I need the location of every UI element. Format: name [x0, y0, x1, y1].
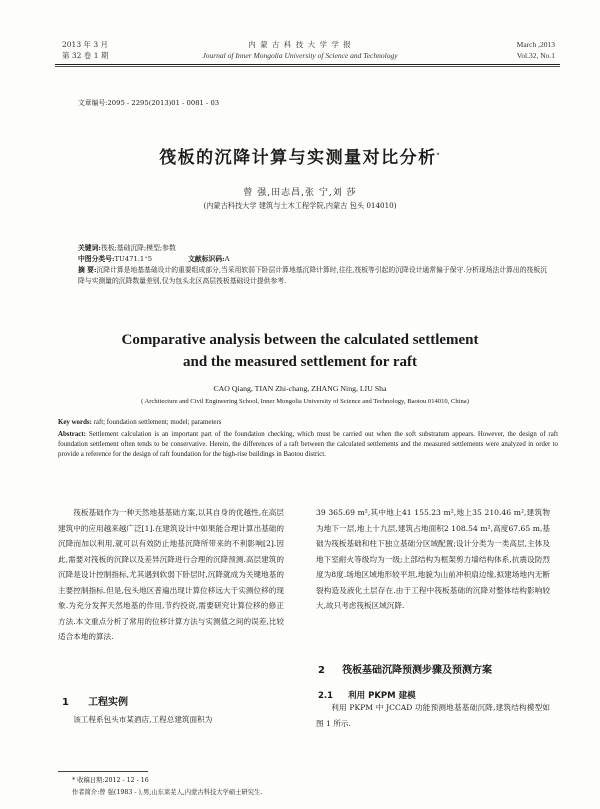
body-paragraph: 该工程系包头市某酒店,工程总建筑面积为: [73, 715, 213, 724]
title-cn: [60, 143, 540, 168]
header-journal-en: Journal of Inner Mongolia University of Science and Technology: [202, 51, 398, 60]
header-rule-thin: [55, 66, 560, 67]
header-month-en: March ,2013: [516, 40, 555, 49]
title-en-line2: and the measured settlement for raft: [183, 354, 417, 370]
body-left-column: [58, 505, 284, 645]
section-2-title: 筏板基础沉降预测步骤及预测方案: [342, 665, 493, 676]
keywords-cn: [78, 243, 548, 254]
article-number: 文章编号:2095 - 2295(2013)01 - 0081 - 03: [78, 99, 220, 107]
subsection-2-1-number: 2.1: [318, 691, 334, 701]
abstract-cn-label: 摘 要:: [78, 266, 97, 274]
section-2-number: 2: [318, 665, 325, 676]
header-vol-en: Vol.32, No.1: [516, 51, 555, 60]
body-right-tail: [316, 700, 550, 731]
header-rule: [55, 64, 560, 65]
section-1-heading: [62, 690, 128, 709]
doc-code-label: 文献标识码:: [188, 255, 225, 263]
affiliation-cn: (内蒙古科技大学 建筑与土木工程学院,内蒙古 包头 014010): [203, 201, 397, 210]
title-footnote-mark: *: [436, 152, 441, 159]
header-date: 2013 年 3 月: [62, 40, 109, 49]
section-1-title: 工程实例: [88, 697, 129, 708]
keywords-cn-label: 关键词:: [78, 244, 101, 252]
authors-cn: 曾 强,田志昌,张 宁,刘 莎: [243, 188, 357, 198]
subsection-2-1-title: 利用 PKPM 建模: [348, 691, 416, 701]
body-paragraph: 筏板基础作为一种天然地基基础方案,以其自身的优越性,在高层建筑中的应用越来越广泛[1].在建筑设计中如果能合理计算出基础的沉降而加以利用,就可以有效防止地基沉降所带来的不利影响[2].因此,需要对筏板的沉降以及差异沉降进行合理的沉降预测.高层建筑的沉降是设计控制指标,尤其遇到软弱下卧层时,沉降就成为关键地基的主要控制指标.但是,包头地区普遍出现计算位移远大于实测位移的现象.为充分发挥天然地基的作用,节约投资,需要研究计算位移的修正方法.本文重点分析了常用的位移计算方法与实测值之间的误差,比较适合本地的算法.: [58, 508, 284, 641]
body-right-column: [316, 505, 550, 614]
header-journal-cn: 内 蒙 古 科 技 大 学 学 报: [248, 40, 352, 49]
clc-value: TU471.1⁺5: [114, 255, 153, 263]
clc-label: 中图分类号:: [78, 255, 115, 263]
keywords-en-label: Key words:: [58, 419, 92, 426]
affiliation-en: ( Architecture and Civil Engineering School, Inner Mongolia University of Science and Technology, Baotou 014010, China): [141, 398, 469, 405]
section-1-number: 1: [62, 697, 69, 708]
footnote-rule: [58, 771, 148, 772]
abstract-cn: [78, 265, 548, 287]
body-paragraph: 利用 PKPM 中 JCCAD 功能预测地基基础沉降,建筑结构模型如图 1 所示.: [316, 703, 550, 728]
keywords-cn-text: 筏板;基础沉降;模型;参数: [100, 244, 176, 252]
footnote-received: * 收稿日期:2012 - 12 - 16: [72, 777, 149, 784]
title-cn-text: 筏板的沉降计算与实测量对比分析: [159, 148, 437, 168]
footnote-author: 作者简介:曾 强(1983 - ),男,山东莱芜人,内蒙古科技大学硕士研究生.: [72, 789, 263, 796]
title-en-line1: Comparative analysis between the calculated settlement: [121, 332, 479, 348]
abstract-en-label: Abstract:: [58, 431, 86, 438]
body-left-tail: [58, 712, 284, 728]
abstract-en: [58, 430, 558, 460]
abstract-cn-text: 沉降计算是地基基础设计的重要组成部分,当采用软弱下卧层计算地基沉降计算时,往往,筏板等引起的沉降设计通常偏于保守.分析现场法计算出的筏板沉降与实测量的沉降数量差别,仅为包头北区高层筏板基础设计提供参考.: [78, 266, 547, 285]
section-2-heading: [318, 658, 492, 677]
keywords-en: [58, 418, 558, 428]
authors-en: CAO Qiang, TIAN Zhi-chang, ZHANG Ning, LIU Sha: [213, 384, 387, 393]
header-volume: 第 32 卷 1 期: [62, 51, 109, 60]
abstract-en-text: Settlement calculation is an important part of the foundation checking, which must be carried out when the soft substratum appears. However, the design of raft foundation settlement often tends to be conservative. Herein, the differences of a raft between the calculated settlements and the measured settlements were analyzed in order to provide a reference for the design of raft foundation for the high-rise buildings in Baotou district.: [58, 431, 558, 458]
classification-cn: [78, 254, 548, 265]
keywords-en-text: raft; foundation settlement; model; parameters: [93, 419, 222, 426]
body-paragraph: 39 365.69 m²,其中地上41 155.23 m²,地上35 210.46 m²,建筑物为地下一层,地上十九层,建筑占地面积2 108.54 m²,高度67.65 m,基础为筏板基础和柱下独立基础分区域配置;设计分类为一类高层,主体及地下室耐火等级均为一级;上部结构为框架剪力墙结构体系,抗震设防烈度为8度.场地区域地形较平坦,地貌为山前冲积扇边缘,拟建场地内无断裂构造及液化土层存在.由于工程中筏板基础的沉降对整体结构影响较大,故只考虑筏板区域沉降.: [316, 508, 550, 610]
doc-code-value: A: [224, 255, 230, 263]
